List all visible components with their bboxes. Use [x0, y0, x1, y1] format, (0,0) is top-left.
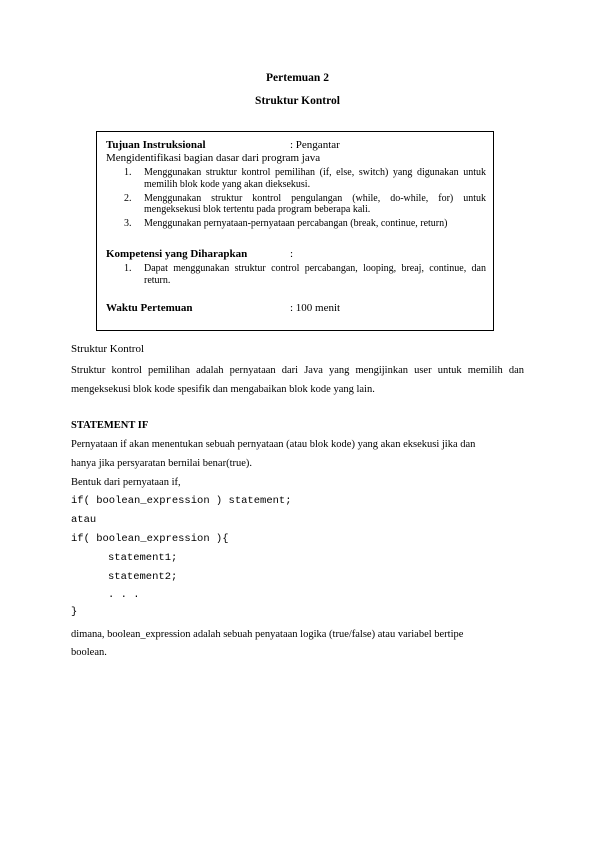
- statement-if-heading: STATEMENT IF: [71, 420, 149, 431]
- waktu-label: Waktu Pertemuan: [106, 302, 193, 314]
- kompetensi-value: :: [290, 248, 294, 260]
- kompetensi-label: Kompetensi yang Diharapkan: [106, 248, 248, 260]
- list-item: 1. Dapat menggunakan struktur control percabangan, looping, breaj, continue, dan return.: [124, 263, 486, 286]
- kompetensi-list: [106, 263, 486, 289]
- list-item: 3. Menggunakan pernyataan-pernyataan percabangan (break, continue, return): [124, 218, 448, 229]
- paragraph-line: hanya jika persyaratan bernilai benar(true).: [71, 458, 253, 469]
- paragraph-line: Pernyataan if akan menentukan sebuah pernyataan (atau blok kode) yang akan eksekusi jika dan: [71, 439, 476, 450]
- kompetensi-row: [106, 248, 294, 261]
- section-heading: Struktur Kontrol: [71, 343, 145, 355]
- waktu-row: [106, 302, 341, 315]
- code-line: statement1;: [108, 552, 178, 564]
- page-title: Pertemuan 2: [266, 72, 329, 84]
- objectives-box: [96, 131, 494, 331]
- tujuan-label: Tujuan Instruksional: [106, 139, 206, 151]
- section-paragraph-line: mengeksekusi blok kode spesifik dan mengabaikan blok kode yang lain.: [71, 384, 375, 395]
- tujuan-value: : Pengantar: [290, 139, 340, 151]
- paragraph-line: dimana, boolean_expression adalah sebuah penyataan logika (true/false) atau variabel bertipe: [71, 629, 464, 640]
- code-line: if( boolean_expression ) statement;: [71, 495, 292, 507]
- tujuan-row: [106, 139, 340, 152]
- code-line: }: [71, 606, 78, 618]
- code-line: if( boolean_expression ){: [71, 533, 229, 545]
- paragraph-line: boolean.: [71, 647, 107, 658]
- list-item: 2. Menggunakan struktur kontrol pengulangan (while, do-while, for) untuk mengeksekusi blok tertentu pada program beberapa kali.: [124, 192, 486, 215]
- tujuan-list: [106, 167, 486, 232]
- section-paragraph-line: Struktur kontrol pemilihan adalah pernyataan dari Java yang mengijinkan user untuk memilih dan: [71, 365, 524, 376]
- code-line: atau: [71, 514, 97, 526]
- list-item: 1. Menggunakan struktur kontrol pemilihan (if, else, switch) yang digunakan untuk memilih blok kode yang akan dieksekusi.: [124, 167, 486, 190]
- tujuan-description: Mengidentifikasi bagian dasar dari program java: [106, 152, 321, 164]
- code-line: statement2;: [108, 571, 178, 583]
- waktu-value: : 100 menit: [290, 302, 341, 314]
- page-subtitle: Struktur Kontrol: [255, 95, 340, 107]
- code-line: . . .: [108, 589, 140, 601]
- paragraph-line: Bentuk dari pernyataan if,: [71, 477, 181, 488]
